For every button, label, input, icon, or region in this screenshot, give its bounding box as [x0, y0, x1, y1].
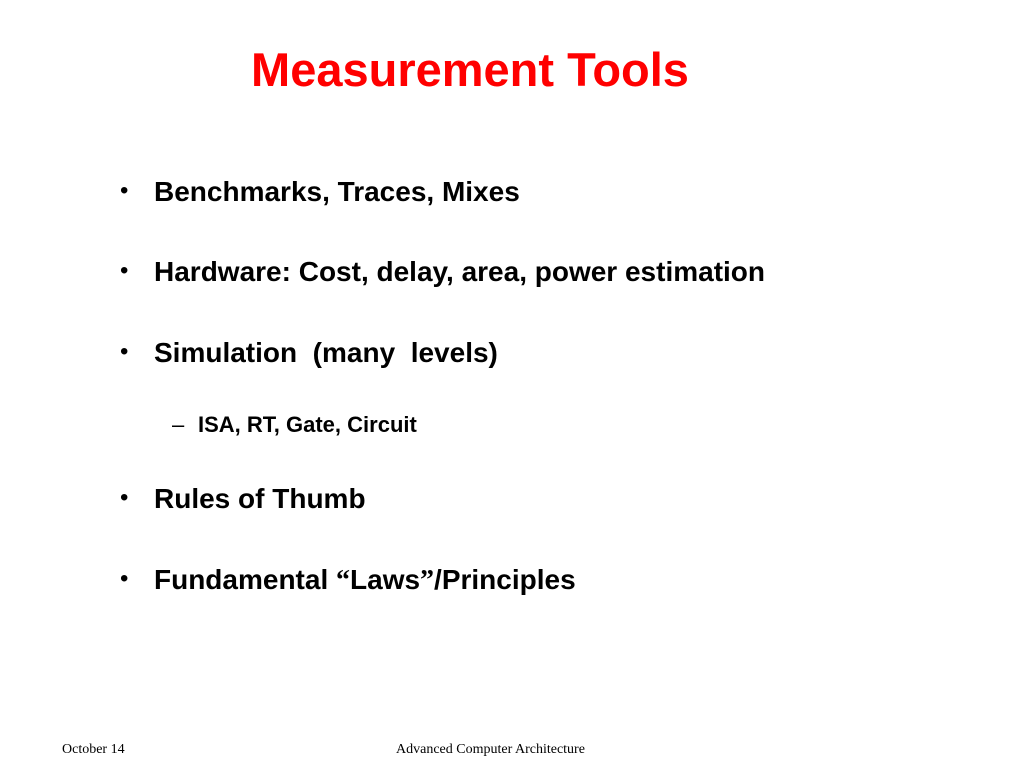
slide-title: Measurement Tools	[251, 43, 689, 96]
open-quote: “	[336, 565, 351, 596]
sub-bullet-text: ISA, RT, Gate, Circuit	[198, 412, 417, 437]
footer-date: October 14	[62, 742, 125, 757]
bullet-item-simulation	[120, 339, 498, 367]
bullet-item-benchmarks	[120, 178, 520, 206]
bullet-text: Benchmarks, Traces, Mixes	[154, 176, 520, 207]
bullet-item-rules-of-thumb	[120, 485, 366, 513]
bullet-text-after: /Principles	[434, 564, 576, 595]
bullet-item-hardware	[120, 258, 765, 286]
bullet-icon: •	[120, 484, 129, 511]
bullet-icon: •	[120, 565, 129, 592]
bullet-icon: •	[120, 177, 129, 204]
bullet-icon: •	[120, 257, 129, 284]
bullet-item-fundamental-laws	[120, 566, 576, 595]
bullet-text: Rules of Thumb	[154, 483, 366, 514]
dash-icon: –	[172, 412, 185, 437]
bullet-text: Simulation (many levels)	[154, 337, 498, 368]
footer-course-title: Advanced Computer Architecture	[396, 742, 585, 757]
quote-word: Laws	[350, 564, 421, 595]
close-quote: ”	[420, 565, 435, 596]
bullet-text-before: Fundamental	[154, 564, 337, 595]
bullet-icon: •	[120, 338, 129, 365]
bullet-text: Hardware: Cost, delay, area, power estimation	[154, 256, 766, 287]
sub-bullet-item-isa	[172, 414, 417, 436]
